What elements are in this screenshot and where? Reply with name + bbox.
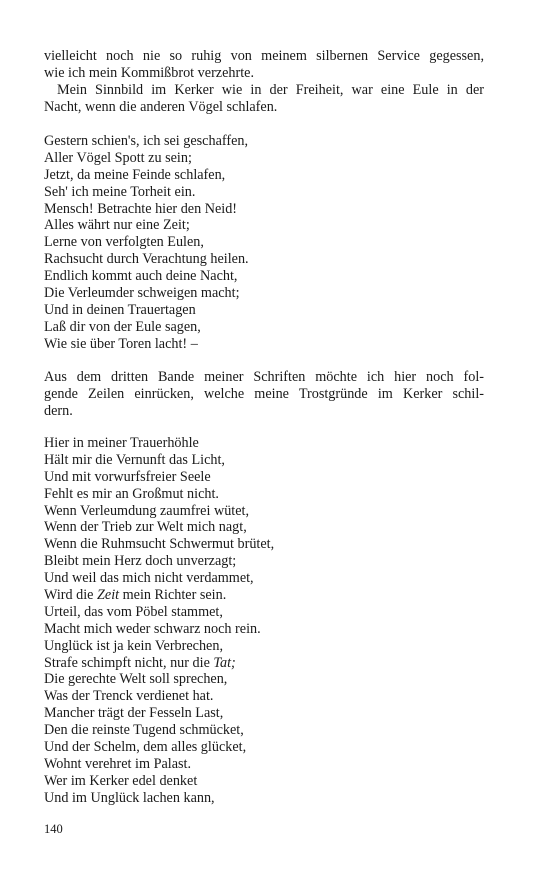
text-line: wie ich mein Kommißbrot verzehrte. (44, 64, 254, 81)
poem-line: Und im Unglück lachen kann, (44, 789, 215, 806)
poem-line: Mancher trägt der Fesseln Last, (44, 705, 224, 722)
poem-line-text: mein Richter sein. (119, 587, 227, 604)
poem-line: Urteil, das vom Pöbel stammet, (44, 603, 223, 620)
poem-line-text: Wird die (44, 587, 98, 604)
poem-line: Laß dir von der Eule sagen, (44, 318, 201, 335)
poem-line: Jetzt, da meine Feinde schlafen, (44, 166, 226, 183)
poem-line: Fehlt es mir an Großmut nicht. (44, 485, 219, 502)
text-line: vielleicht noch nie so ruhig von meinem silbernen Service gegessen, (44, 48, 484, 64)
poem-line: Unglück ist ja kein Verbrechen, (44, 637, 223, 654)
poem-line: Gestern schien's, ich sei geschaffen, (44, 133, 249, 149)
poem-line: Und weil das mich nicht verdammet, (44, 570, 254, 587)
poem-line: Wohnt verehret im Palast. (44, 755, 192, 772)
text-line: Aus dem dritten Bande meiner Schriften möchte ich hier noch fol- (44, 369, 484, 385)
paragraph-middle (44, 369, 484, 420)
poem-line: Macht mich weder schwarz noch rein. (44, 620, 261, 637)
poem-line: Wenn der Trieb zur Welt mich nagt, (44, 519, 247, 536)
paragraph-top (44, 48, 484, 116)
poem-line: Die Verleumder schweigen macht; (44, 285, 240, 302)
poem-line: Was der Trenck verdienet hat. (44, 688, 214, 705)
poem-line: Und in deinen Trauertagen (44, 301, 196, 318)
poem-line: Die gerechte Welt soll sprechen, (44, 671, 228, 688)
page-number: 140 (44, 822, 63, 836)
text-line: dern. (44, 402, 73, 419)
poem-owl (44, 133, 484, 353)
poem-line: Hier in meiner Trauerhöhle (44, 435, 199, 451)
poem-line: Hält mir die Vernunft das Licht, (44, 451, 225, 468)
poem-line: Den die reinste Tugend schmücket, (44, 722, 244, 739)
poem-line: Und der Schelm, dem alles glücket, (44, 739, 247, 756)
text-line: Mein Sinnbild im Kerker wie in der Freiheit, war eine Eule in der (57, 81, 484, 98)
poem-line: Seh' ich meine Torheit ein. (44, 183, 196, 200)
poem-line: Endlich kommt auch deine Nacht, (44, 268, 238, 285)
text-line: Nacht, wenn die anderen Vögel schlafen. (44, 98, 278, 115)
poem-prison (44, 435, 484, 807)
emphasized-word: Tat; (213, 654, 236, 671)
poem-line: Wenn Verleumdung zaumfrei wütet, (44, 502, 250, 519)
poem-line: Rachsucht durch Verachtung heilen. (44, 251, 249, 268)
poem-line (44, 587, 484, 604)
poem-line (44, 655, 484, 672)
poem-line: Wenn die Ruhmsucht Schwermut brütet, (44, 536, 275, 553)
poem-line: Aller Vögel Spott zu sein; (44, 149, 192, 166)
text-line: gende Zeilen einrücken, welche meine Trostgründe im Kerker schil- (44, 385, 484, 402)
emphasized-word: Zeit (97, 587, 120, 604)
poem-line: Alles währt nur eine Zeit; (44, 217, 190, 234)
poem-line: Wer im Kerker edel denket (44, 772, 198, 789)
poem-line-text: Strafe schimpft nicht, nur die (44, 654, 214, 671)
poem-line: Mensch! Betrachte hier den Neid! (44, 200, 238, 217)
poem-line: Bleibt mein Herz doch unverzagt; (44, 553, 237, 570)
poem-line: Und mit vorwurfsfreier Seele (44, 468, 211, 485)
poem-line: Lerne von verfolgten Eulen, (44, 234, 204, 251)
poem-line: Wie sie über Toren lacht! – (44, 335, 198, 352)
